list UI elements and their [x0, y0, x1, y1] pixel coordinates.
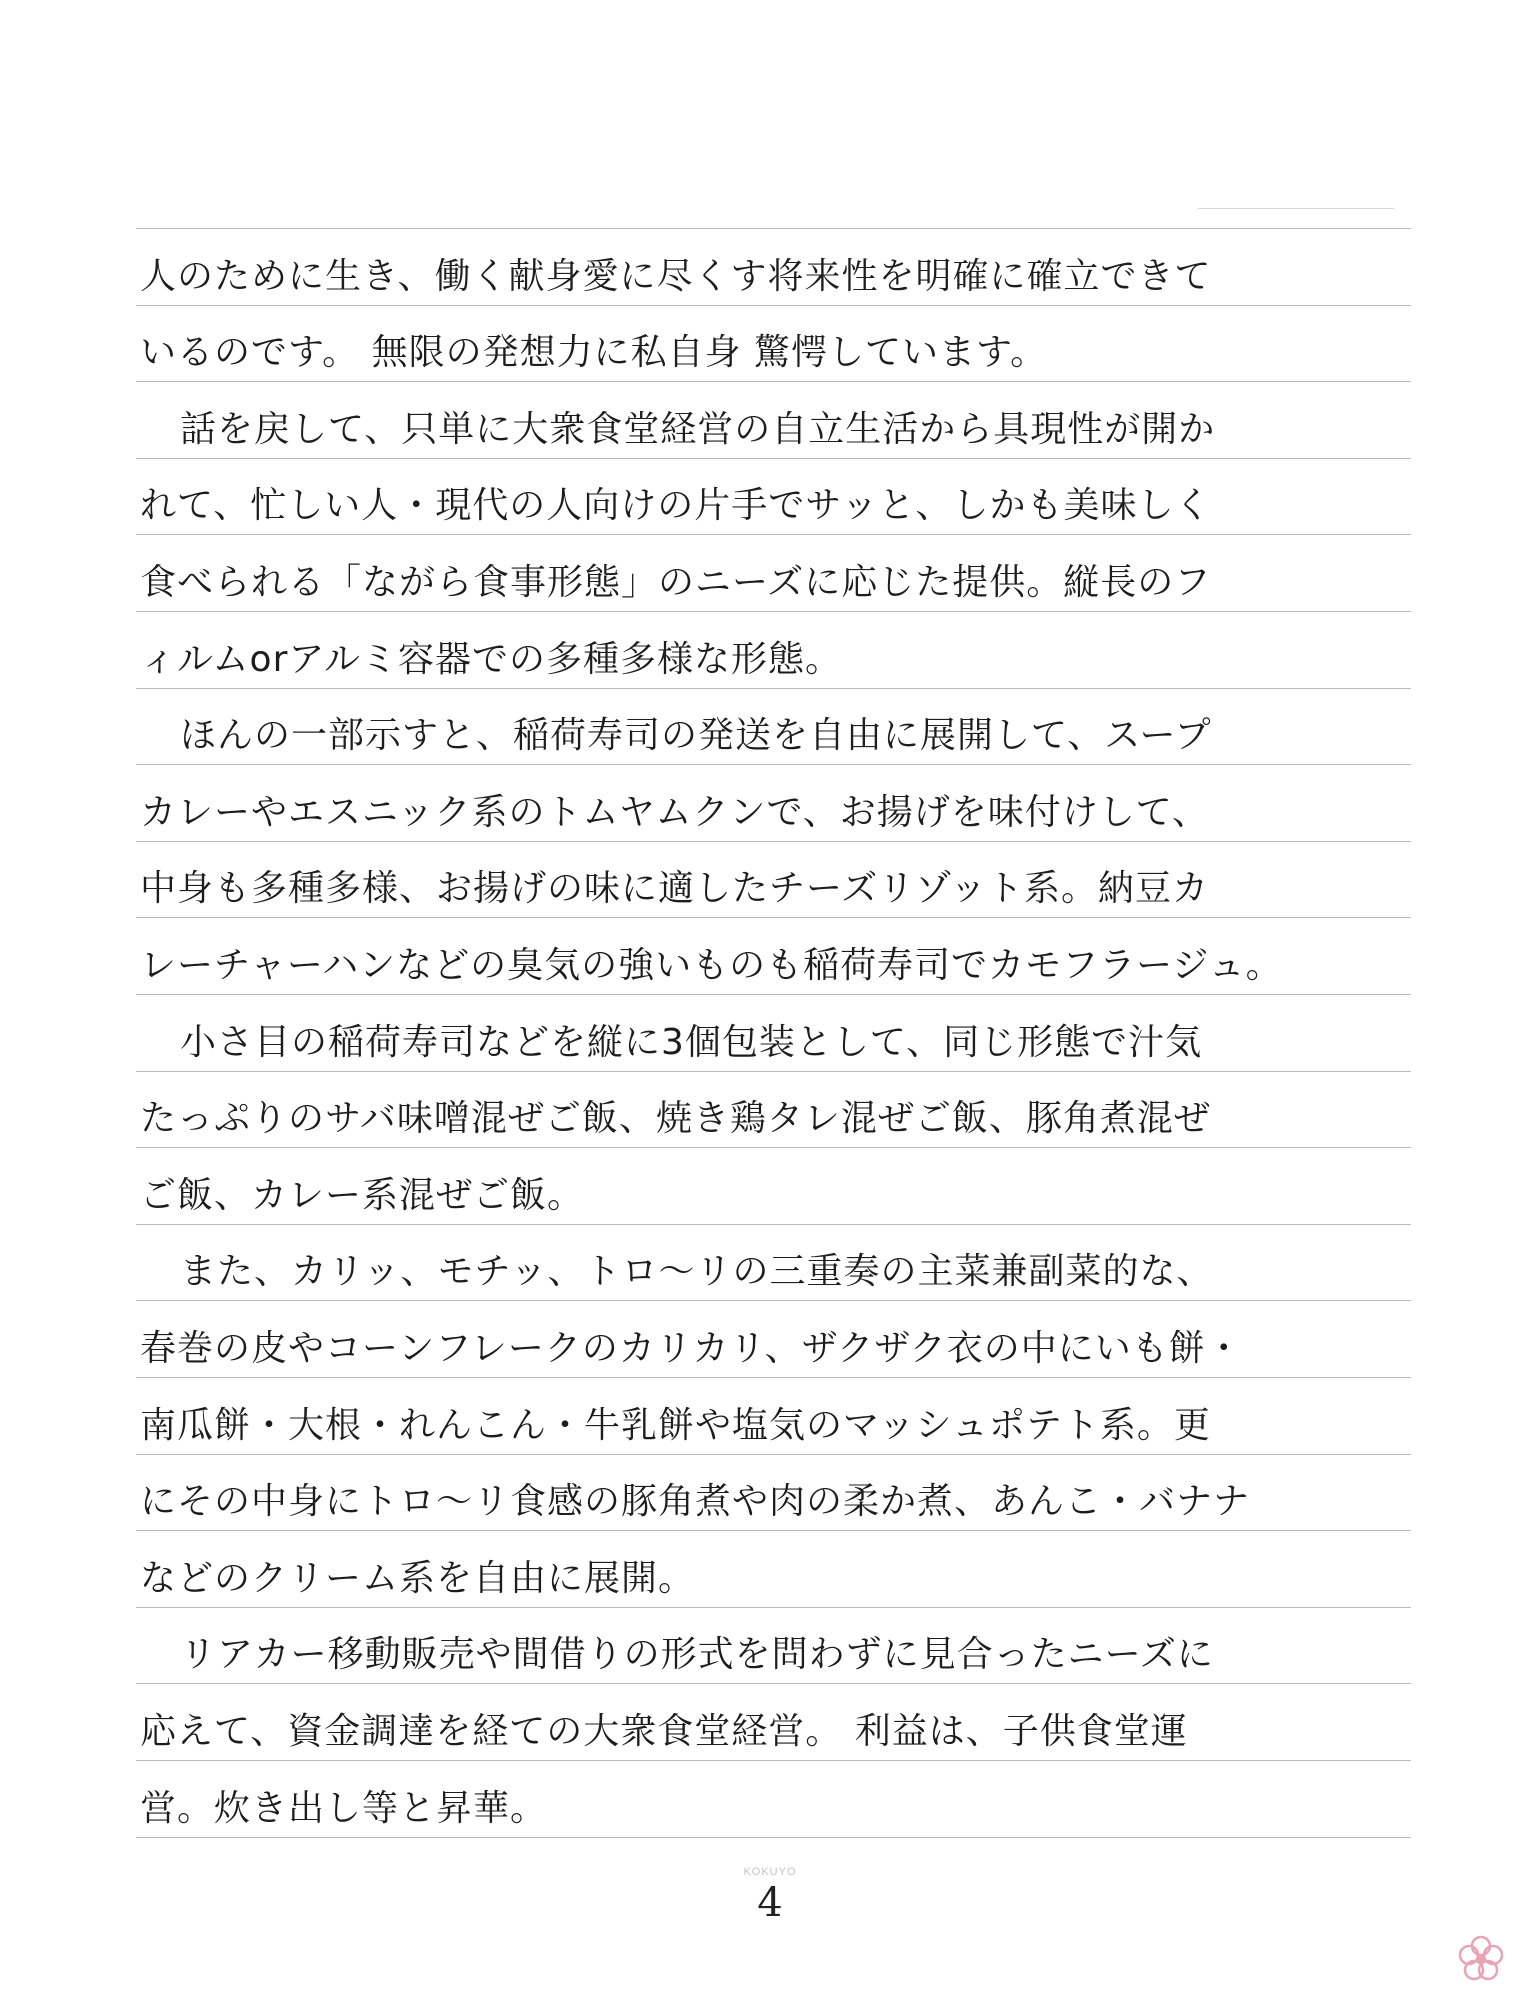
ruled-line — [136, 1300, 1411, 1301]
text-line: ィルムorアルミ容器での多種多様な形態。 — [140, 638, 842, 680]
ruled-line — [136, 1530, 1411, 1531]
text-line: 話を戻して、只単に大衆食堂経営の自立生活から具現性が開か — [180, 408, 1216, 450]
ruled-line — [136, 1837, 1411, 1838]
ruled-line — [136, 611, 1411, 612]
text-line: いるのです。 無限の発想力に私自身 驚愕しています。 — [140, 332, 1048, 374]
text-line: カレーやエスニック系のトムヤムクンで、お揚げを味付けして、 — [140, 791, 1210, 833]
text-line: れて、忙しい人・現代の人向けの片手でサッと、しかも美味しく — [140, 485, 1212, 527]
ruled-line — [136, 841, 1411, 842]
text-line: リアカー移動販売や間借りの形式を問わずに見合ったニーズに — [180, 1634, 1214, 1676]
text-line: また、カリッ、モチッ、トロ〜リの三重奏の主菜兼副菜的な、 — [180, 1251, 1214, 1293]
ruled-line — [136, 1147, 1411, 1148]
text-line: 小さ目の稲荷寿司などを縦に3個包装として、同じ形態で汁気 — [180, 1021, 1203, 1063]
ruled-line — [136, 1607, 1411, 1608]
ruled-line — [136, 764, 1411, 765]
text-line: 応えて、資金調達を経ての大衆食堂経営。 利益は、子供食堂運 — [140, 1711, 1188, 1752]
text-line: などのクリーム系を自由に展開。 — [140, 1557, 696, 1599]
text-line: 食べられる「ながら食事形態」のニーズに応じた提供。縦長のフ — [140, 562, 1212, 603]
text-line: 春巻の皮やコーンフレークのカリカリ、ザクザク衣の中にいも餅・ — [140, 1328, 1243, 1369]
text-line: レーチャーハンなどの臭気の強いものも稲荷寿司でカモフラージュ。 — [140, 945, 1283, 986]
ruled-line — [136, 1454, 1411, 1455]
ruled-line — [136, 1683, 1411, 1684]
ruled-line — [136, 688, 1411, 689]
text-line: たっぷりのサバ味噌混ぜご飯、焼き鶏タレ混ぜご飯、豚角煮混ぜ — [140, 1098, 1211, 1140]
ruled-line — [136, 1760, 1411, 1761]
ruled-line — [136, 458, 1411, 459]
text-line: 人のために生き、働く献身愛に尽くす将来性を明確に確立できて — [140, 255, 1212, 297]
ruled-line — [136, 1224, 1411, 1225]
text-line: 中身も多種多様、お揚げの味に適したチーズリゾット系。納豆カ — [140, 868, 1210, 910]
text-line: ほんの一部示すと、稲荷寿司の発送を自由に展開して、スープ — [180, 715, 1212, 757]
brand-mark: KOKUYO — [743, 1866, 797, 1878]
text-line: 営。炊き出し等と昇華。 — [140, 1787, 548, 1829]
header-rule — [1198, 208, 1394, 209]
ruled-line — [136, 305, 1411, 306]
ruled-line — [136, 994, 1411, 995]
ruled-line — [136, 381, 1411, 382]
flower-stamp-icon — [1456, 1934, 1506, 1984]
page-number: 4 — [757, 1880, 783, 1926]
text-line: ご飯、カレー系混ぜご飯。 — [140, 1174, 585, 1216]
ruled-line — [136, 1071, 1411, 1072]
text-line: 南瓜餅・大根・れんこん・牛乳餅や塩気のマッシュポテト系。更 — [140, 1404, 1211, 1446]
text-line: にその中身にトロ〜リ食感の豚角煮や肉の柔か煮、あんこ・バナナ — [140, 1481, 1251, 1523]
ruled-line — [136, 534, 1411, 535]
ruled-line — [136, 917, 1411, 918]
ruled-line — [136, 1377, 1411, 1378]
ruled-line — [136, 228, 1411, 229]
